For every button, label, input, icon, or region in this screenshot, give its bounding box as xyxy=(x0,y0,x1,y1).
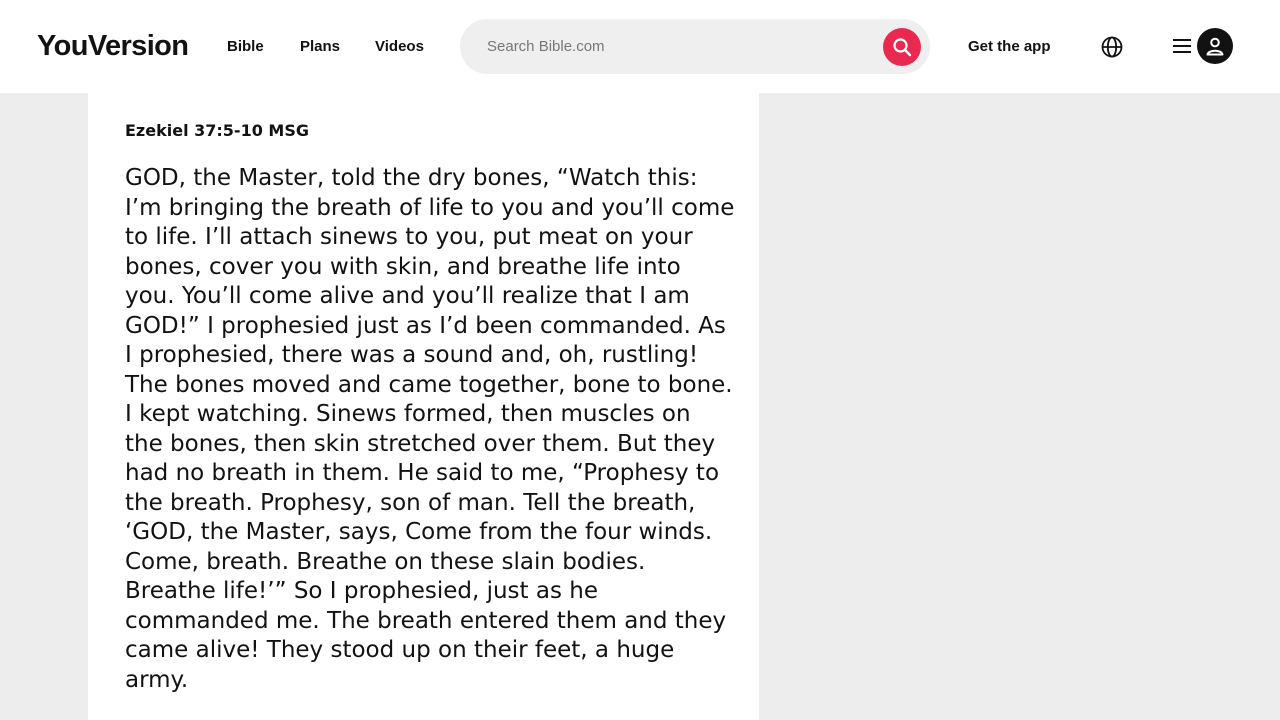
verse-text: GOD, the Master, told the dry bones, “Watch this: I’m bringing the breath of life to you and you’ll come to life. I’ll attach sinews to you, put meat on your bones, cover you with skin, and breathe life into you. You’ll come alive and you’ll realize that I am GOD!” I prophesied just as I’d been commanded. As I prophesied, there was a sound and, oh, rustling! The bones moved and came together, bone to bone. I kept watching. Sinews formed, then muscles on the bones, then skin stretched over them. But they had no breath in them. He said to me, “Prophesy to the breath. Prophesy, son of man. Tell the breath, ‘GOD, the Master, says, Come from the four winds. Come, breath. Breathe on these slain bodies. Breathe life!’” So I prophesied, just as he commanded me. The breath entered them and they came alive! They stood up on their feet, a huge army. xyxy=(125,165,735,693)
verse-card xyxy=(88,93,759,720)
search-button[interactable] xyxy=(883,28,921,66)
nav-link-bible[interactable]: Bible xyxy=(227,38,264,55)
search-icon xyxy=(892,37,912,57)
hamburger-menu-icon[interactable] xyxy=(1173,38,1191,54)
top-navigation-bar xyxy=(0,0,1280,93)
get-the-app-link[interactable]: Get the app xyxy=(968,38,1051,55)
verse-reference[interactable]: Ezekiel 37:5-10 MSG xyxy=(125,121,309,140)
search-bar xyxy=(460,19,930,74)
nav-link-plans[interactable]: Plans xyxy=(300,38,341,55)
globe-icon[interactable] xyxy=(1100,35,1124,59)
nav-link-videos[interactable]: Videos xyxy=(375,38,424,55)
search-input[interactable] xyxy=(487,19,867,74)
youversion-logo[interactable]: YouVersion xyxy=(37,30,189,62)
profile-avatar-button[interactable] xyxy=(1197,28,1233,64)
user-icon xyxy=(1205,36,1225,56)
